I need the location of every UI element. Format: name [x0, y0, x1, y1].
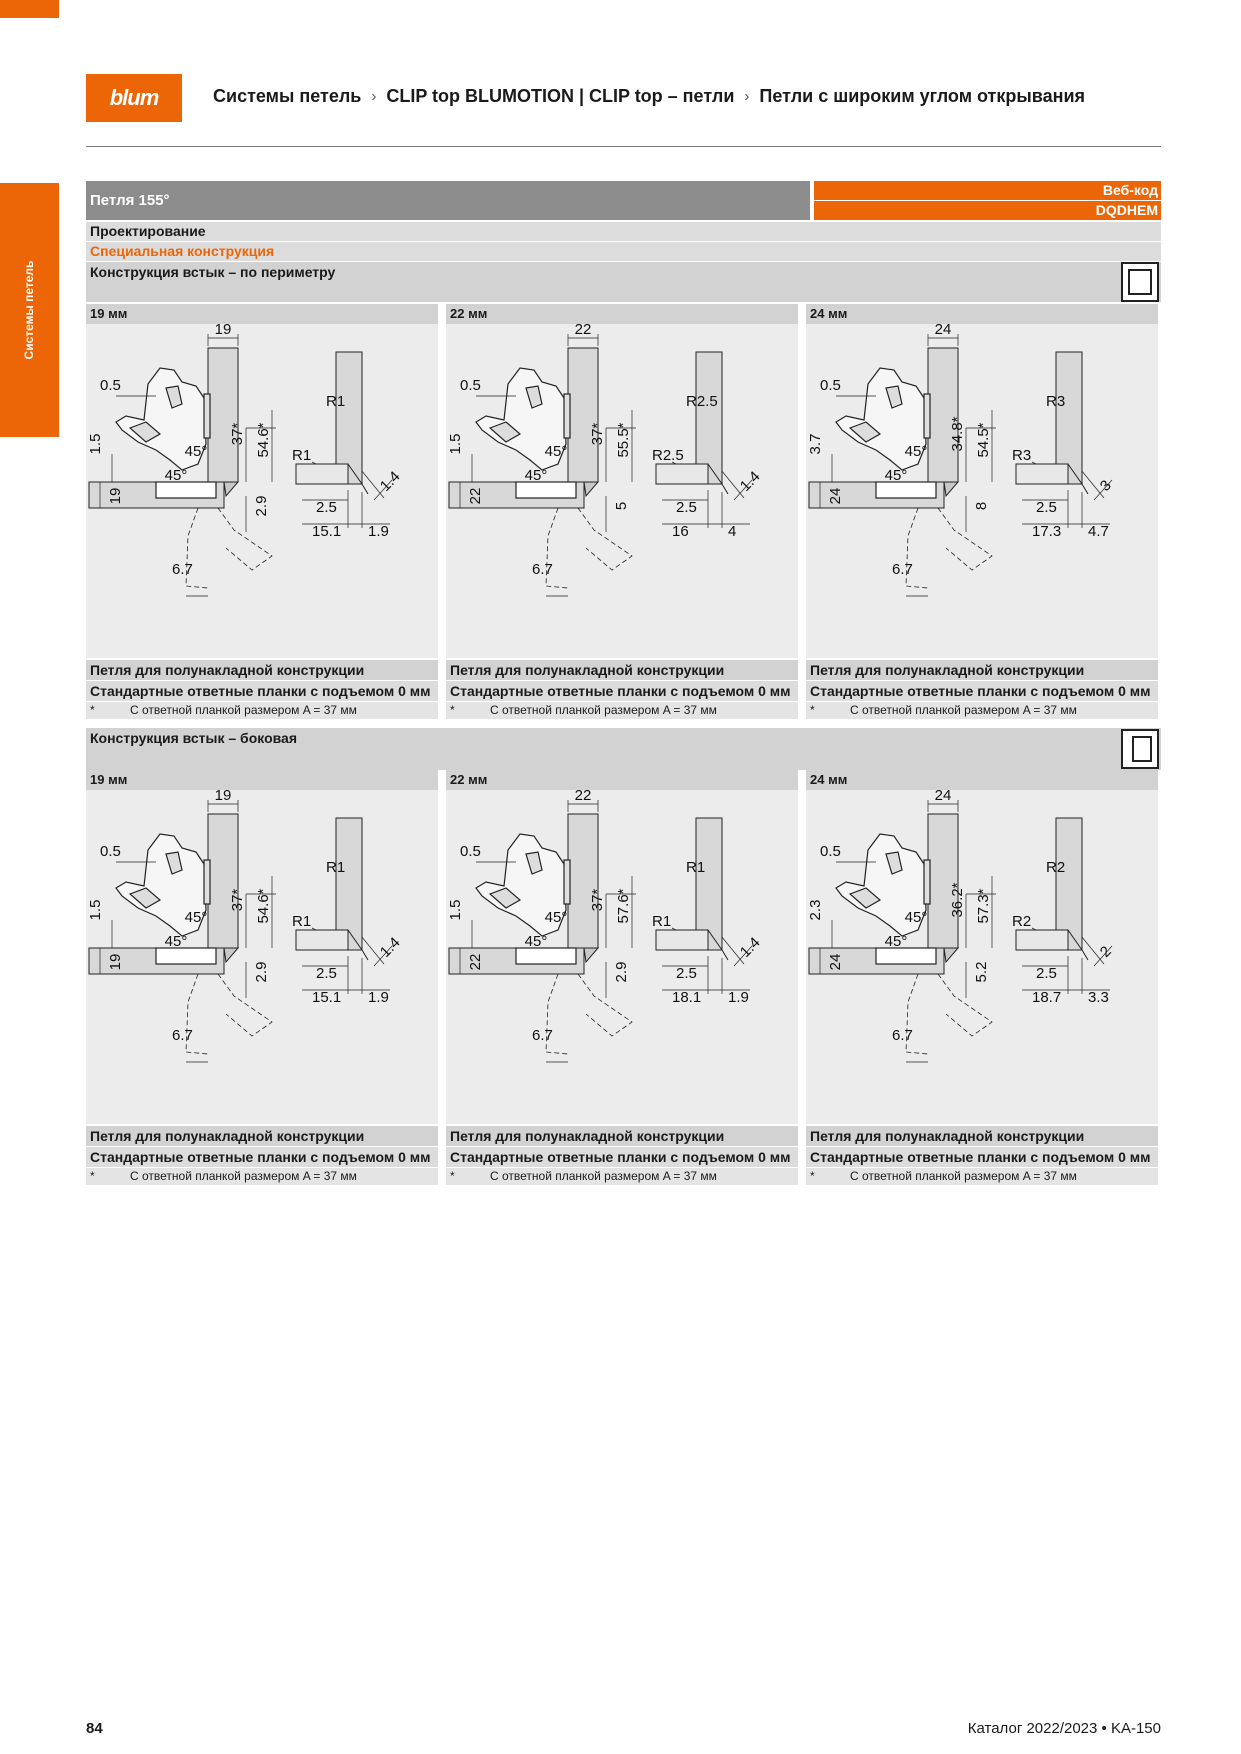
hinge-panel: [806, 770, 1158, 1185]
mounting-plate-caption: Стандартные ответные планки с подъемом 0 мм: [806, 1147, 1158, 1167]
dimension-label: 2: [1096, 942, 1115, 961]
dimension-label: 1.5: [447, 899, 464, 921]
dimension-label: 45°: [544, 909, 568, 926]
footnote-text: С ответной планкой размером A = 37 мм: [490, 1169, 717, 1183]
dimension-label: 18.1: [672, 989, 702, 1006]
door-edge-detail: [1016, 930, 1068, 950]
dimension-label: 2.5: [1036, 499, 1057, 516]
hinge-diagram: [806, 324, 1158, 658]
dimension-label: 6.7: [892, 561, 913, 578]
dimension-label: 6.7: [532, 561, 553, 578]
footnote-mark: *: [90, 1169, 95, 1183]
dimension-label: 45°: [884, 467, 908, 484]
group-title: Конструкция встык – боковая: [90, 730, 298, 746]
breadcrumb-item[interactable]: CLIP top BLUMOTION | CLIP top – петли: [386, 86, 735, 106]
mounting-plate-caption: Стандартные ответные планки с подъемом 0 мм: [446, 681, 798, 701]
dimension-label: 0.5: [100, 843, 121, 860]
dimension-label: 6.7: [172, 1027, 193, 1044]
breadcrumb-separator-icon: ›: [744, 88, 750, 105]
footnote-text: С ответной планкой размером A = 37 мм: [130, 1169, 357, 1183]
webcode-label: Веб-код: [814, 181, 1161, 200]
dimension-label: 1.5: [447, 433, 464, 455]
side-section-tab[interactable]: [0, 183, 59, 437]
dimension-label: 24: [827, 953, 844, 971]
footnote-text: С ответной планкой размером A = 37 мм: [130, 703, 357, 717]
footnote: [446, 702, 798, 719]
diagram-area: [806, 324, 1158, 658]
hinge-diagram: [446, 324, 798, 658]
panel-title: 24 мм: [806, 770, 1158, 790]
dimension-label: 2.5: [316, 499, 337, 516]
footnote-text: С ответной планкой размером A = 37 мм: [850, 1169, 1077, 1183]
dimension-label: 6.7: [172, 561, 193, 578]
door-edge-detail: [656, 930, 708, 950]
cabinet-side: [568, 814, 598, 948]
mounting-plate-caption: Стандартные ответные планки с подъемом 0 мм: [446, 1147, 798, 1167]
brand-logo[interactable]: [86, 74, 182, 122]
breadcrumb-item: Петли с широким углом открывания: [759, 86, 1086, 106]
dimension-label: 34.8*: [949, 416, 966, 452]
dimension-label: 1.4: [736, 934, 764, 961]
breadcrumb-item[interactable]: Системы петель: [213, 86, 362, 106]
hinge-caption: Петля для полунакладной конструкции: [86, 1126, 438, 1146]
section-label: Проектирование: [86, 222, 1161, 241]
dimension-label: R1: [652, 913, 672, 930]
dimension-label: 2.5: [1036, 965, 1057, 982]
dimension-label: 2.5: [676, 965, 697, 982]
dimension-label: 2.3: [807, 899, 824, 921]
dimension-label: 19: [107, 953, 124, 971]
dimension-label: 19: [214, 790, 232, 804]
footnote: [86, 1168, 438, 1185]
dimension-label: 22: [574, 790, 592, 804]
panel-title: 19 мм: [86, 304, 438, 324]
dimension-label: 3.7: [807, 433, 824, 455]
dimension-label: 45°: [544, 443, 568, 460]
dimension-label: R2: [1012, 913, 1032, 930]
dimension-label: 16: [672, 523, 689, 540]
dimension-label: 15.1: [312, 989, 342, 1006]
hinge-caption: Петля для полунакладной конструкции: [446, 660, 798, 680]
diagram-area: [86, 324, 438, 658]
dimension-label: 18.7: [1032, 989, 1062, 1006]
dimension-label: R2: [1046, 859, 1066, 876]
dimension-label: 5: [613, 501, 630, 511]
breadcrumb: [213, 86, 1085, 107]
dimension-label: R1: [326, 393, 346, 410]
hinge-panel: [86, 770, 438, 1185]
dimension-label: R2.5: [686, 393, 718, 410]
product-title: Петля 155°: [90, 192, 170, 209]
dimension-label: 55.5*: [615, 422, 632, 458]
dimension-label: 45°: [164, 467, 188, 484]
hinge-diagram: [446, 790, 798, 1124]
footnote-mark: *: [450, 1169, 455, 1183]
group-header: [86, 728, 1161, 770]
top-accent-tab: [0, 0, 59, 18]
hinge-diagram: [86, 790, 438, 1124]
webcode-value[interactable]: DQDHEM: [814, 201, 1161, 220]
group-title: Конструкция встык – по периметру: [90, 264, 336, 280]
dimension-label: 54.5*: [975, 422, 992, 458]
footnote: [806, 1168, 1158, 1185]
dimension-label: 4: [728, 523, 737, 540]
dimension-label: R1: [292, 913, 312, 930]
catalog-reference: Каталог 2022/2023 • KA-150: [967, 1720, 1161, 1737]
dimension-label: 37*: [229, 422, 246, 446]
dimension-label: 45°: [904, 909, 928, 926]
dimension-label: 3.3: [1088, 989, 1109, 1006]
dimension-label: 45°: [524, 933, 548, 950]
dimension-label: 4.7: [1088, 523, 1109, 540]
dimension-label: 0.5: [460, 843, 481, 860]
special-label: Специальная конструкция: [86, 242, 1161, 261]
door-edge-detail: [296, 930, 348, 950]
cabinet-side: [208, 348, 238, 482]
dimension-label: 19: [214, 324, 232, 338]
panel-title: 22 мм: [446, 770, 798, 790]
webcode-box[interactable]: [814, 181, 1161, 220]
diagram-area: [86, 790, 438, 1124]
dimension-label: 6.7: [532, 1027, 553, 1044]
dimension-label: 1.5: [87, 899, 104, 921]
footnote-text: С ответной планкой размером A = 37 мм: [850, 703, 1077, 717]
dimension-label: 45°: [524, 467, 548, 484]
dimension-label: 1.9: [728, 989, 749, 1006]
dimension-label: 37*: [589, 422, 606, 446]
dimension-label: 45°: [164, 933, 188, 950]
dimension-label: R1: [686, 859, 706, 876]
hinge-diagram: [86, 324, 438, 658]
dimension-label: 6.7: [892, 1027, 913, 1044]
dimension-label: 24: [934, 790, 952, 804]
dimension-label: 37*: [589, 888, 606, 912]
dimension-label: 2.9: [253, 495, 270, 517]
dimension-label: 45°: [184, 909, 208, 926]
dimension-label: R1: [292, 447, 312, 464]
side-tab-label: Системы петель: [22, 260, 36, 360]
dimension-label: 22: [467, 487, 484, 505]
dimension-label: 1.4: [376, 468, 404, 495]
footnote: [806, 702, 1158, 719]
breadcrumb-separator-icon: ›: [371, 88, 377, 105]
dimension-label: R3: [1012, 447, 1032, 464]
dimension-label: 1.9: [368, 523, 389, 540]
dimension-label: 24: [934, 324, 952, 338]
dimension-label: 45°: [904, 443, 928, 460]
dimension-label: 0.5: [820, 377, 841, 394]
header-divider: [86, 146, 1161, 147]
dimension-label: 0.5: [460, 377, 481, 394]
dimension-label: 2.5: [676, 499, 697, 516]
page-number: 84: [86, 1720, 103, 1737]
footnote: [446, 1168, 798, 1185]
dimension-label: 36.2*: [949, 882, 966, 918]
cabinet-side: [928, 348, 958, 482]
mounting-plate-caption: Стандартные ответные планки с подъемом 0 мм: [86, 681, 438, 701]
hinge-panel: [86, 304, 438, 719]
dimension-label: 0.5: [100, 377, 121, 394]
dimension-label: R3: [1046, 393, 1066, 410]
cabinet-side: [208, 814, 238, 948]
mounting-plate-caption: Стандартные ответные планки с подъемом 0 мм: [806, 681, 1158, 701]
dimension-label: 57.3*: [975, 888, 992, 924]
panel-title: 24 мм: [806, 304, 1158, 324]
logo-text: blum: [109, 85, 159, 110]
hinge-caption: Петля для полунакладной конструкции: [446, 1126, 798, 1146]
dimension-label: 37*: [229, 888, 246, 912]
dimension-label: 8: [973, 501, 990, 511]
mounting-plate-caption: Стандартные ответные планки с подъемом 0 мм: [86, 1147, 438, 1167]
dimension-label: 54.6*: [255, 888, 272, 924]
dimension-label: 24: [827, 487, 844, 505]
diagram-area: [806, 790, 1158, 1124]
group-header: [86, 262, 1161, 302]
product-title-bar: [86, 181, 810, 220]
dimension-label: 0.5: [820, 843, 841, 860]
dimension-label: 5.2: [973, 961, 990, 983]
diagram-area: [446, 324, 798, 658]
dimension-label: 1.5: [87, 433, 104, 455]
door-edge-detail: [1016, 464, 1068, 484]
dimension-label: 1.4: [376, 934, 404, 961]
panel-title: 22 мм: [446, 304, 798, 324]
hinge-diagram: [806, 790, 1158, 1124]
cabinet-side: [928, 814, 958, 948]
footnote-mark: *: [810, 703, 815, 717]
hinge-caption: Петля для полунакладной конструкции: [806, 1126, 1158, 1146]
dimension-label: 22: [574, 324, 592, 338]
door-edge-detail: [656, 464, 708, 484]
panel-title: 19 мм: [86, 770, 438, 790]
cabinet-side: [568, 348, 598, 482]
dimension-label: 45°: [184, 443, 208, 460]
dimension-label: 15.1: [312, 523, 342, 540]
hinge-panel: [806, 304, 1158, 719]
hinge-panel: [446, 304, 798, 719]
dimension-label: R2.5: [652, 447, 684, 464]
dimension-label: 2.9: [613, 961, 630, 983]
door-edge-detail: [296, 464, 348, 484]
footnote: [86, 702, 438, 719]
diagram-area: [446, 790, 798, 1124]
dimension-label: 1.4: [736, 468, 764, 495]
dimension-label: 19: [107, 487, 124, 505]
frame-side-icon: [1121, 729, 1159, 769]
dimension-label: 2.5: [316, 965, 337, 982]
hinge-caption: Петля для полунакладной конструкции: [806, 660, 1158, 680]
dimension-label: 22: [467, 953, 484, 971]
dimension-label: 17.3: [1032, 523, 1062, 540]
dimension-label: 57.6*: [615, 888, 632, 924]
footnote-mark: *: [810, 1169, 815, 1183]
dimension-label: 45°: [884, 933, 908, 950]
frame-perimeter-icon: [1121, 262, 1159, 302]
hinge-panel: [446, 770, 798, 1185]
dimension-label: 54.6*: [255, 422, 272, 458]
dimension-label: 2.9: [253, 961, 270, 983]
hinge-caption: Петля для полунакладной конструкции: [86, 660, 438, 680]
footnote-text: С ответной планкой размером A = 37 мм: [490, 703, 717, 717]
footnote-mark: *: [90, 703, 95, 717]
dimension-label: 1.9: [368, 989, 389, 1006]
footnote-mark: *: [450, 703, 455, 717]
dimension-label: 3: [1096, 476, 1115, 495]
dimension-label: R1: [326, 859, 346, 876]
